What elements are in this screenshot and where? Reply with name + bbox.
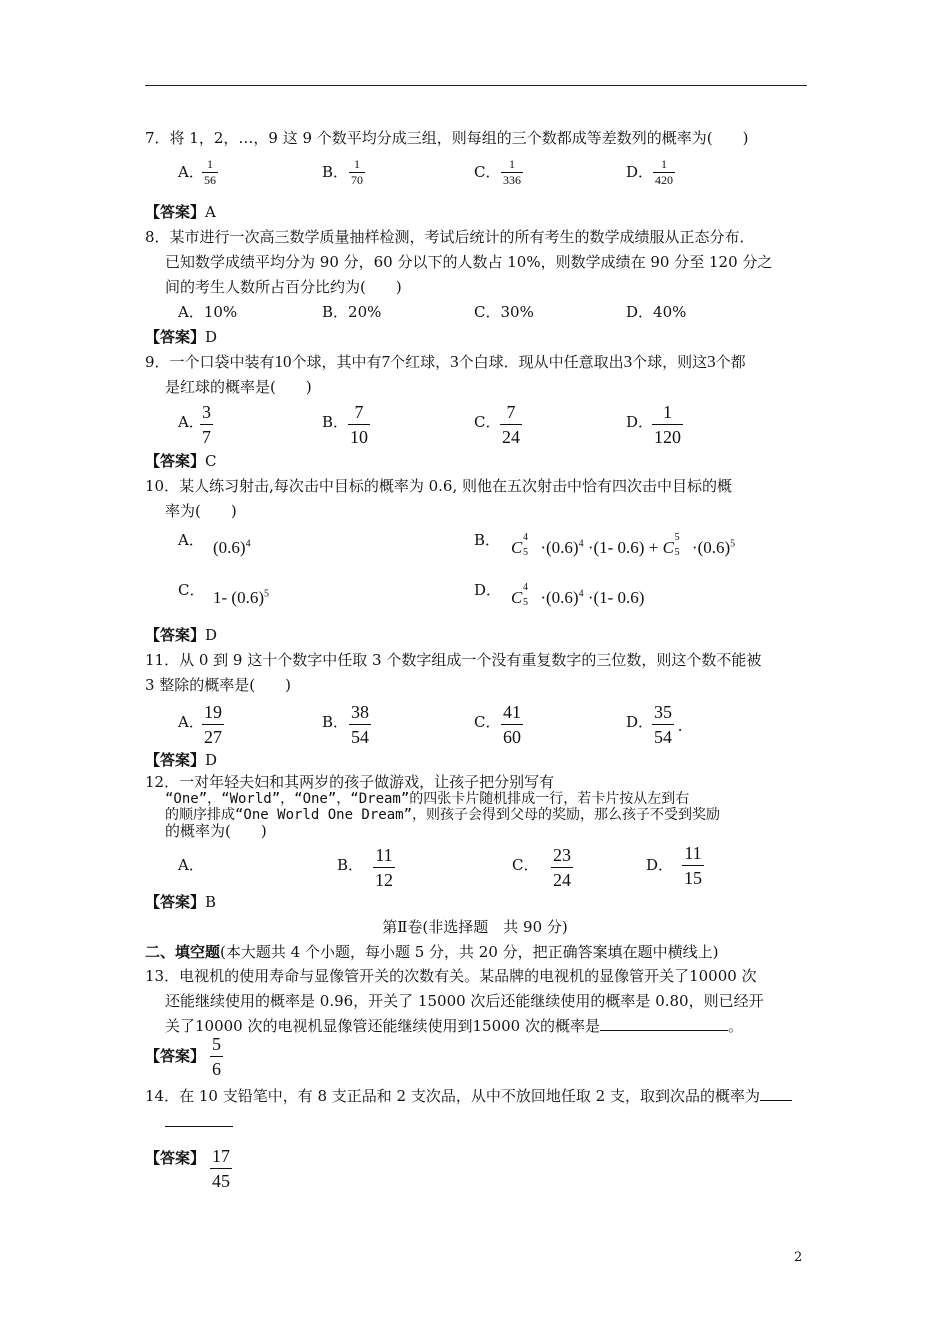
q9-option-c-fraction: $\frac{7}{24}$: [502, 402, 520, 447]
q13-answer-tag: 【答案】: [145, 1047, 206, 1065]
q9-option-c-label: C．: [474, 413, 501, 431]
q7-option-d-label: D．: [626, 163, 654, 181]
q12-stem-line-3: 的顺序排成“One World One Dream”，则孩子会得到父母的奖励，那么孩子不受到奖励: [165, 807, 721, 823]
q7-option-a-fraction: $\frac{1}{56}$: [204, 157, 216, 187]
q11-answer: 【答案】D: [145, 751, 218, 769]
q10-answer: 【答案】D: [145, 626, 218, 644]
q7-option-d-fraction: $\frac{1}{420}$: [655, 157, 673, 187]
q7-option-c-fraction: $\frac{1}{336}$: [503, 157, 521, 187]
q7-option-b-fraction: $\frac{1}{70}$: [351, 157, 363, 187]
q10-option-b-expression: C 4 5 $\cdot(0.6)^4 \cdot(1-$ 0.6) + C 5 5 $\cdot(0.6)^5$: [511, 532, 736, 558]
q8-option-b: B．20%: [322, 303, 382, 321]
q10-stem-line-1: 10．某人练习射击,每次击中目标的概率为 0.6, 则他在五次射击中恰有四次击中目标的概: [145, 477, 733, 495]
q7-option-a-label: A．: [178, 163, 204, 181]
q11-option-b-fraction: $\frac{38}{54}$: [351, 702, 369, 747]
q8-stem-line-1: 8．某市进行一次高三数学质量抽样检测，考试后统计的所有考生的数学成绩服从正态分布．: [145, 228, 755, 246]
q12-stem-line-4: 的概率为( ): [165, 822, 267, 840]
q9-option-b-fraction: $\frac{7}{10}$: [350, 402, 368, 447]
q14-stem-line-1: 14．在 10 支铅笔中，有 8 支正品和 2 支次品，从中不放回地任取 2 支，取到次品的概率为: [145, 1086, 792, 1106]
q12-option-d-fraction: $\frac{11}{15}$: [684, 843, 702, 888]
page-number: 2: [794, 1250, 803, 1265]
q9-option-b-label: B．: [322, 413, 349, 431]
q13-answer-fraction: $\frac{5}{6}$: [212, 1034, 221, 1079]
q10-option-c-label: C．: [178, 581, 205, 599]
q11-option-c-label: C．: [474, 713, 501, 731]
q14-answer-tag: 【答案】: [145, 1149, 206, 1167]
q9-stem-line-1: 9．一个口袋中装有10个球，其中有7个红球，3个白球．现从中任意取出3个球，则这3个都: [145, 352, 746, 371]
q7-option-c-label: C．: [474, 163, 501, 181]
q11-option-a-fraction: $\frac{19}{27}$: [204, 702, 222, 747]
q11-stem-line-1: 11．从 0 到 9 这十个数字中任取 3 个数字组成一个没有重复数字的三位数，则这个数不能被: [145, 651, 762, 669]
q9-option-d-label: D．: [626, 413, 654, 431]
q9-option-a-label: A．: [178, 413, 204, 431]
q8-option-c: C．30%: [474, 303, 534, 321]
q13-stem-line-2: 还能继续使用的概率是 0.96，开关了 15000 次后还能继续使用的概率是 0.80，则已经开: [165, 992, 764, 1010]
q10-option-d-label: D．: [474, 581, 502, 599]
q12-stem-line-2: “One”，“World”，“One”，“Dream”的四张卡片随机排成一行，若卡片按从左到右: [165, 791, 690, 807]
q11-option-b-label: B．: [322, 713, 349, 731]
q9-option-d-fraction: $\frac{1}{120}$: [654, 402, 681, 447]
q10-option-d-expression: C 4 5 $\cdot(0.6)^4 \cdot(1-$ 0.6): [511, 582, 645, 608]
q11-option-c-fraction: $\frac{41}{60}$: [503, 702, 521, 747]
q8-answer: 【答案】D: [145, 328, 218, 346]
q7-stem: 7．将 1，2，…，9 这 9 个数平均分成三组，则每组的三个数都成等差数列的概率为( ): [145, 129, 749, 147]
q12-option-b-label: B．: [337, 856, 364, 874]
q11-option-d-fraction: $\frac{35}{54}$: [654, 702, 672, 747]
q10-option-b-label: B．: [474, 531, 501, 549]
q14-answer-fraction: $\frac{17}{45}$: [212, 1146, 230, 1191]
q7-option-b-label: B．: [322, 163, 349, 181]
section-2-heading: 二、填空题(本大题共 4 个小题，每小题 5 分，共 20 分，把正确答案填在题中横线上): [145, 943, 719, 961]
q14-answer-blank: [165, 1110, 233, 1132]
q11-option-a-label: A．: [178, 713, 204, 731]
q12-option-b-fraction: $\frac{11}{12}$: [375, 845, 393, 890]
q12-option-c-label: C．: [512, 856, 539, 874]
q9-option-a-fraction: $\frac{3}{7}$: [202, 402, 211, 447]
q12-option-d-label: D．: [646, 856, 674, 874]
q9-stem-line-2: 是红球的概率是( ): [165, 378, 312, 396]
header-rule: [145, 85, 807, 86]
q13-stem-line-1: 13．电视机的使用寿命与显像管开关的次数有关。某品牌的电视机的显像管开关了10000 次: [145, 967, 757, 985]
q8-option-a: A．10%: [178, 303, 238, 321]
q10-option-c-expression: 1- $(0.6)^5$: [213, 588, 269, 607]
q12-option-c-fraction: $\frac{23}{24}$: [553, 845, 571, 890]
q10-option-a-expression: $(0.6)^4$: [213, 538, 251, 557]
q11-stem-line-2: 3 整除的概率是( ): [145, 676, 292, 694]
q8-stem-line-3: 间的考生人数所占百分比约为( ): [165, 278, 402, 296]
q9-answer: 【答案】C: [145, 452, 217, 470]
q12-option-a-label: A．: [178, 856, 204, 874]
q8-option-d: D．40%: [626, 303, 687, 321]
part-2-title: 第Ⅱ卷(非选择题 共 90 分): [382, 918, 568, 936]
q7-answer: 【答案】A: [145, 203, 216, 221]
q12-stem-line-1: 12．一对年轻夫妇和其两岁的孩子做游戏，让孩子把分别写有: [145, 773, 555, 791]
q11-option-d-period: .: [678, 716, 683, 735]
q10-option-a-label: A．: [178, 531, 204, 549]
q11-option-d-label: D．: [626, 713, 654, 731]
q12-answer: 【答案】B: [145, 893, 217, 911]
q10-stem-line-2: 率为( ): [165, 502, 237, 520]
q13-stem-line-3: 关了10000 次的电视机显像管还能继续使用到15000 次的概率是 。: [165, 1017, 743, 1035]
q8-stem-line-2: 已知数学成绩平均分为 90 分，60 分以下的人数占 10%，则数学成绩在 90 分至 120 分之: [165, 253, 773, 271]
